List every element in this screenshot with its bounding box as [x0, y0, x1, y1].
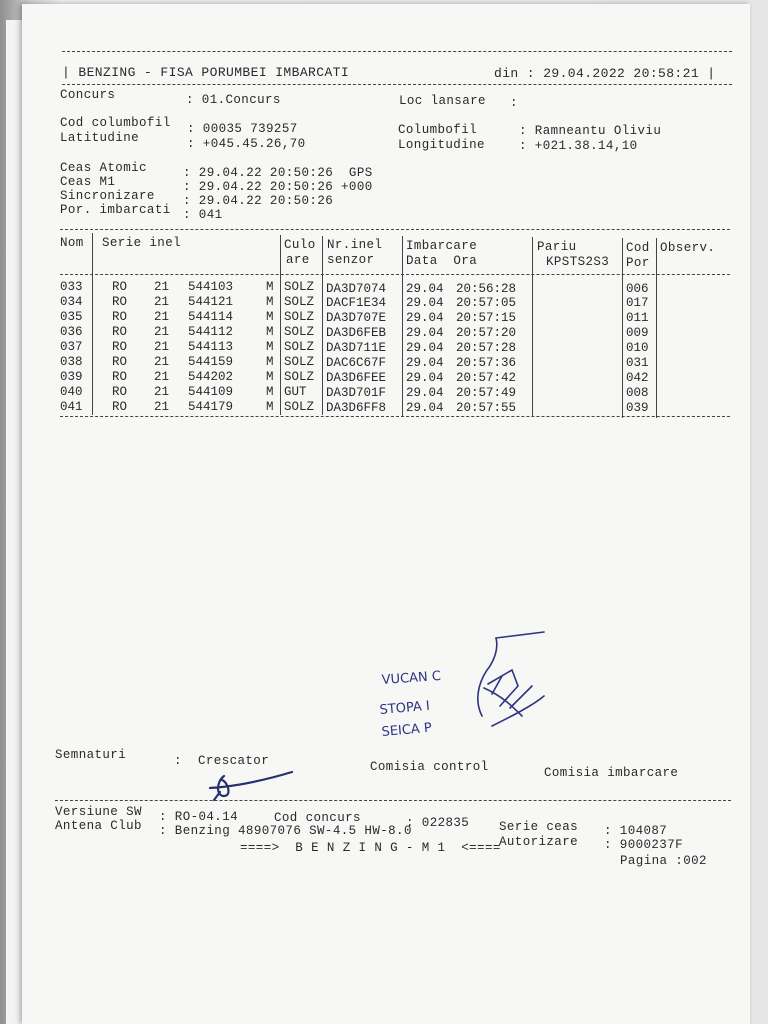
cell-senzor: DA3D701F — [326, 386, 387, 401]
versiune-sw-label: Versiune SW — [55, 805, 142, 819]
cell-nr: 544114 — [188, 309, 234, 324]
col-header-cod: Cod — [626, 241, 650, 255]
cell-data: 29.04 — [406, 326, 444, 341]
ceas-m1-value: : 29.04.22 20:50:26 +000 — [183, 180, 373, 194]
cell-data: 29.04 — [406, 341, 444, 356]
cod-columbofil-value: : 00035 739257 — [187, 122, 298, 136]
col-header-culoare: Culo — [284, 238, 316, 252]
latitudine-value: : +045.45.26,70 — [187, 137, 306, 151]
col-divider — [402, 236, 403, 416]
col-header-nom: Nom — [60, 236, 84, 250]
cell-cod: 006 — [626, 281, 649, 296]
cell-an: 21 — [154, 324, 170, 339]
header-bottom-rule — [62, 84, 732, 85]
cell-nr: 544202 — [188, 369, 234, 384]
cell-sex: M — [266, 399, 274, 414]
cell-cod: 010 — [626, 341, 649, 356]
cell-culoare: SOLZ — [284, 309, 315, 324]
cell-data: 29.04 — [406, 356, 444, 371]
col-header-culoare-2: are — [286, 253, 310, 267]
columbofil-label: Columbofil — [398, 123, 478, 137]
cell-an: 21 — [154, 354, 170, 369]
page-number: Pagina :002 — [620, 854, 707, 868]
cell-an: 21 — [154, 280, 170, 294]
cell-an: 21 — [154, 399, 170, 414]
cell-data: 29.04 — [406, 386, 444, 401]
cell-tara: RO — [112, 354, 128, 369]
cell-data: 29.04 — [406, 401, 444, 416]
cell-data: 29.04 — [406, 371, 444, 386]
cell-nom: 037 — [60, 339, 83, 354]
cell-sex: M — [266, 309, 274, 324]
cell-sex: M — [266, 354, 274, 369]
cell-nom: 040 — [60, 384, 83, 399]
document-title: | BENZING - FISA PORUMBEI IMBARCATI — [62, 65, 350, 80]
cell-nom: 033 — [60, 280, 83, 294]
cell-culoare: SOLZ — [284, 354, 315, 369]
cell-cod: 039 — [626, 401, 649, 416]
cell-sex: M — [266, 294, 274, 309]
table-bottom-rule — [60, 416, 730, 417]
col-divider — [622, 238, 623, 418]
cell-culoare: GUT — [284, 384, 307, 399]
cell-tara: RO — [112, 339, 128, 354]
cell-tara: RO — [112, 369, 128, 384]
col-header-kpsts: KPSTS2S3 — [546, 255, 610, 269]
cod-columbofil-label: Cod columbofil — [60, 116, 171, 130]
cell-ora: 20:57:28 — [456, 341, 517, 356]
col-header-pariu: Pariu — [537, 240, 577, 254]
cell-senzor: DA3D711E — [326, 341, 387, 356]
comisia-imbarcare-label: Comisia imbarcare — [544, 766, 679, 780]
cell-tara: RO — [112, 324, 128, 339]
col-header-senzor: senzor — [327, 253, 375, 267]
col-divider — [532, 237, 533, 417]
concurs-value: : 01.Concurs — [186, 93, 281, 107]
header-top-rule — [62, 51, 732, 52]
commission-signatures — [372, 626, 552, 751]
col-divider — [92, 233, 93, 415]
autorizare-value: : 9000237F — [604, 838, 684, 852]
document-date: din : 29.04.2022 20:58:21 | — [494, 66, 716, 81]
cell-nom: 039 — [60, 369, 83, 384]
cell-ora: 20:57:36 — [456, 356, 517, 371]
sincronizare-label: Sincronizare — [60, 189, 155, 203]
signature-name: VUCAN C — [381, 668, 442, 688]
versiune-sw-value: : RO-04.14 — [159, 810, 239, 824]
signature-name: STOPA I — [379, 698, 431, 718]
comisia-control-label: Comisia control — [370, 760, 489, 774]
columbofil-value: : Ramneantu Oliviu — [519, 124, 662, 138]
cell-cod: 011 — [626, 311, 649, 326]
cell-an: 21 — [154, 339, 170, 354]
cell-ora: 20:57:42 — [456, 371, 517, 386]
cell-nr: 544121 — [188, 294, 234, 309]
cell-cod: 017 — [626, 296, 649, 311]
cell-nom: 041 — [60, 399, 83, 414]
cell-cod: 008 — [626, 386, 649, 401]
cell-tara: RO — [112, 384, 128, 399]
semnaturi-label: Semnaturi — [55, 748, 127, 762]
cell-ora: 20:57:05 — [456, 296, 517, 311]
cell-nom: 038 — [60, 354, 83, 369]
cell-nom: 036 — [60, 324, 83, 339]
cell-culoare: SOLZ — [284, 339, 315, 354]
cell-an: 21 — [154, 309, 170, 324]
col-header-serie-inel: Serie inel — [102, 236, 182, 250]
antena-club-label: Antena Club — [55, 819, 142, 833]
cell-ora: 20:56:28 — [456, 281, 517, 296]
crescator-signature — [202, 762, 312, 804]
cell-an: 21 — [154, 294, 170, 309]
cell-ora: 20:57:20 — [456, 326, 517, 341]
sincronizare-value: : 29.04.22 20:50:26 — [183, 194, 334, 208]
cell-data: 29.04 — [406, 311, 444, 326]
col-header-data-ora: Data Ora — [406, 254, 478, 268]
cell-tara: RO — [112, 280, 128, 294]
semnaturi-colon: : — [174, 754, 182, 768]
antena-club-value: : Benzing 48907076 SW-4.5 HW-8.0 — [159, 824, 412, 838]
cod-concurs-value: : 022835 — [406, 816, 470, 830]
signature-name: SEICA P — [381, 720, 433, 740]
cell-cod: 042 — [626, 371, 649, 386]
document-page — [22, 4, 750, 1024]
cell-ora: 20:57:15 — [456, 311, 517, 326]
cell-sex: M — [266, 384, 274, 399]
cell-sex: M — [266, 339, 274, 354]
serie-ceas-value: : 104087 — [604, 824, 668, 838]
table-top-rule — [60, 229, 730, 230]
footer-top-rule — [55, 800, 731, 801]
cell-sex: M — [266, 369, 274, 384]
cell-nom: 035 — [60, 309, 83, 324]
cell-sex: M — [266, 324, 274, 339]
cell-cod: 031 — [626, 356, 649, 371]
ceas-atomic-label: Ceas Atomic — [60, 161, 147, 175]
por-imbarcati-value: : 041 — [183, 208, 223, 222]
cell-senzor: DAC6C67F — [326, 356, 387, 371]
col-header-observ: Observ. — [660, 241, 716, 255]
cell-tara: RO — [112, 309, 128, 324]
cell-culoare: SOLZ — [284, 399, 315, 414]
col-header-por: Por — [626, 256, 650, 270]
cell-culoare: SOLZ — [284, 369, 315, 384]
col-header-nr-inel: Nr.inel — [327, 238, 383, 252]
longitudine-value: : +021.38.14,10 — [519, 139, 638, 153]
crescator-label: Crescator — [198, 754, 270, 768]
cell-senzor: DACF1E34 — [326, 296, 387, 311]
autorizare-label: Autorizare — [499, 835, 579, 849]
cell-nr: 544113 — [188, 339, 234, 354]
cell-tara: RO — [112, 294, 128, 309]
cell-data: 29.04 — [406, 281, 444, 296]
cell-senzor: DA3D707E — [326, 311, 387, 326]
cell-nr: 544103 — [188, 280, 234, 294]
cell-an: 21 — [154, 369, 170, 384]
cell-senzor: DA3D6FF8 — [326, 401, 387, 416]
cell-senzor: DA3D6FEE — [326, 371, 387, 386]
cell-culoare: SOLZ — [284, 294, 315, 309]
col-divider — [280, 235, 281, 415]
cod-concurs-label: Cod concurs — [274, 811, 361, 825]
serie-ceas-label: Serie ceas — [499, 820, 579, 834]
cell-nom: 034 — [60, 294, 83, 309]
table-header-rule — [60, 274, 730, 275]
ceas-atomic-value: : 29.04.22 20:50:26 GPS — [183, 166, 373, 180]
latitudine-label: Latitudine — [60, 131, 140, 145]
cell-sex: M — [266, 280, 274, 294]
cell-nr: 544179 — [188, 399, 234, 414]
cell-nr: 544109 — [188, 384, 234, 399]
col-divider — [656, 238, 657, 418]
cell-ora: 20:57:55 — [456, 401, 517, 416]
por-imbarcati-label: Por. imbarcati — [60, 203, 171, 217]
cell-culoare: SOLZ — [284, 280, 315, 294]
cell-senzor: DA3D6FEB — [326, 326, 387, 341]
cell-nr: 544159 — [188, 354, 234, 369]
cell-tara: RO — [112, 399, 128, 414]
benzing-banner: ====> B E N Z I N G - M 1 <==== — [240, 841, 501, 855]
cell-an: 21 — [154, 384, 170, 399]
loc-lansare-label: Loc lansare — [399, 94, 486, 108]
concurs-label: Concurs — [60, 88, 116, 102]
col-divider — [322, 236, 323, 415]
longitudine-label: Longitudine — [398, 138, 485, 152]
cell-nr: 544112 — [188, 324, 234, 339]
loc-lansare-value: : — [510, 96, 518, 110]
cell-data: 29.04 — [406, 296, 444, 311]
cell-culoare: SOLZ — [284, 324, 315, 339]
col-header-imbarcare: Imbarcare — [406, 239, 478, 253]
cell-ora: 20:57:49 — [456, 386, 517, 401]
ceas-m1-label: Ceas M1 — [60, 175, 116, 189]
cell-senzor: DA3D7074 — [326, 281, 387, 296]
cell-cod: 009 — [626, 326, 649, 341]
